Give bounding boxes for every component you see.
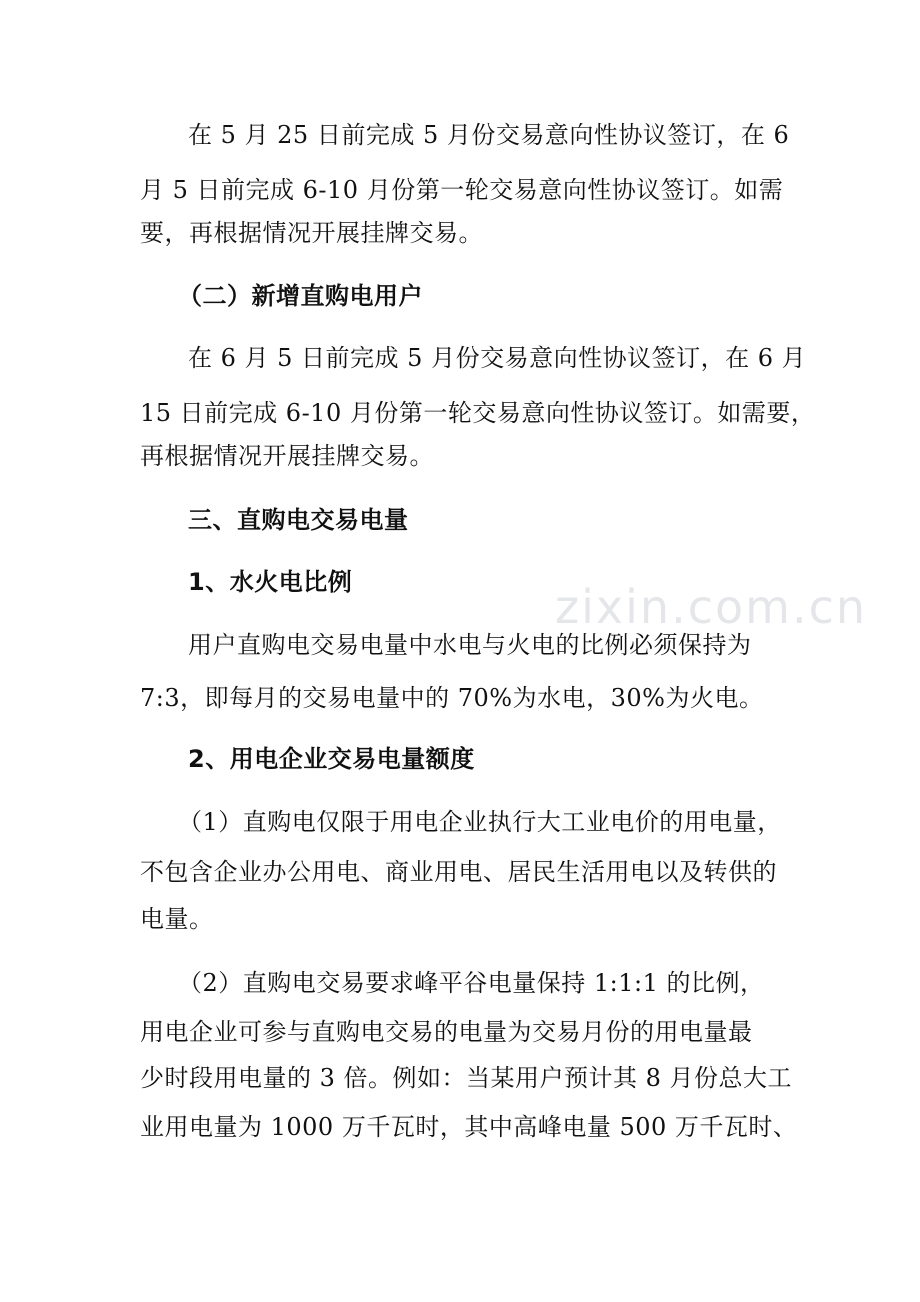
paragraph-line: 15 日前完成 6-10 月份第一轮交易意向性协议签订。如需要， (140, 399, 816, 427)
paragraph-line: 在 6 月 5 日前完成 5 月份交易意向性协议签订，在 6 月 (188, 344, 807, 372)
paragraph-line: （1）直购电仅限于用电企业执行大工业电价的用电量， (178, 808, 782, 836)
section-heading: 三、直购电交易电量 (188, 506, 409, 534)
section-heading: （二）新增直购电用户 (178, 282, 423, 310)
paragraph-line: 不包含企业办公用电、商业用电、居民生活用电以及转供的 (140, 858, 777, 886)
paragraph-line: （2）直购电交易要求峰平谷电量保持 1:1:1 的比例， (178, 969, 765, 997)
paragraph-line: 业用电量为 1000 万千瓦时，其中高峰电量 500 万千瓦时、 (140, 1113, 798, 1141)
subsection-heading: 1、水火电比例 (188, 568, 353, 596)
paragraph-line: 7:3，即每月的交易电量中的 70%为水电，30%为火电。 (140, 684, 764, 712)
paragraph-line: 用电企业可参与直购电交易的电量为交易月份的用电量最 (140, 1018, 753, 1046)
watermark: zixin.com.cn (555, 580, 868, 634)
paragraph-line: 少时段用电量的 3 倍。例如：当某用户预计其 8 月份总大工 (140, 1064, 793, 1092)
paragraph-line: 用户直购电交易电量中水电与火电的比例必须保持为 (188, 631, 752, 659)
paragraph-line: 月 5 日前完成 6-10 月份第一轮交易意向性协议签订。如需 (140, 176, 784, 204)
paragraph-line: 要，再根据情况开展挂牌交易。 (140, 219, 483, 247)
paragraph-line: 在 5 月 25 日前完成 5 月份交易意向性协议签订，在 6 (188, 121, 790, 149)
subsection-heading: 2、用电企业交易电量额度 (188, 745, 475, 773)
paragraph-line: 电量。 (140, 905, 214, 933)
paragraph-line: 再根据情况开展挂牌交易。 (140, 442, 434, 470)
